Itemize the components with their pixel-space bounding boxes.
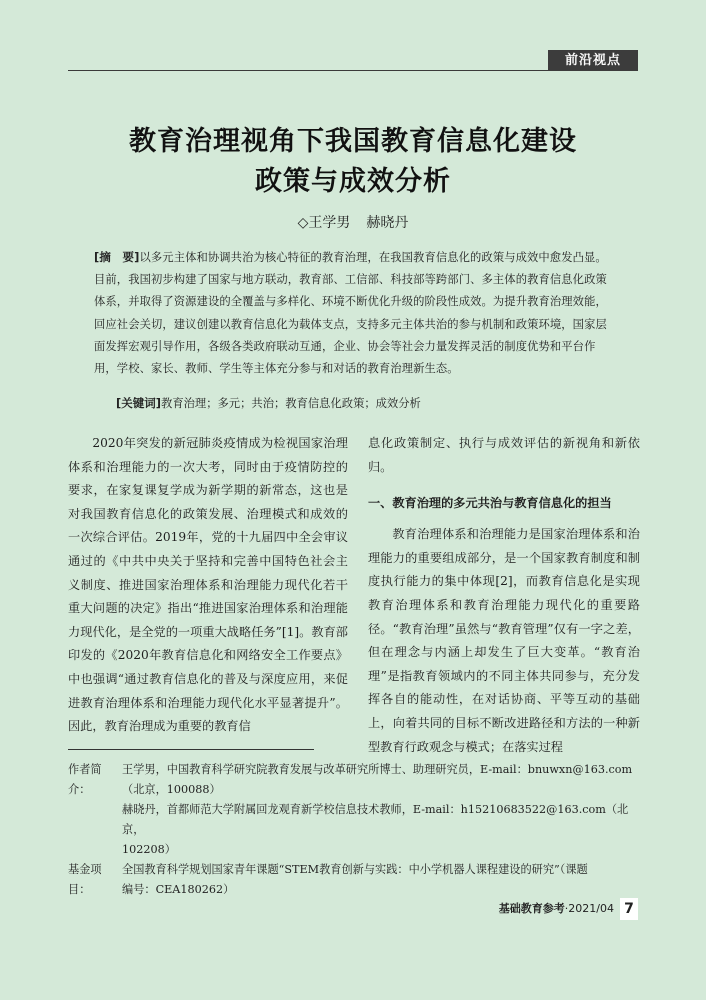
fund-label: 基金项目： xyxy=(68,863,102,896)
author-bio-1: 王学男，中国教育科学研究院教育发展与改革研究所博士、助理研究员，E-mail：bnuwxn@163.com xyxy=(122,763,633,776)
author-bio-1-address: （北京，100088） xyxy=(122,783,221,796)
body-column-left xyxy=(68,432,348,739)
article-title xyxy=(60,122,646,202)
journal-name: 基础教育参考 xyxy=(498,902,565,915)
author-line xyxy=(60,213,646,233)
author-bio-2: 赫晓丹，首都师范大学附属回龙观育新学校信息技术教师，E-mail：h15210683522@163.com（北京， xyxy=(122,803,629,836)
page-number: 7 xyxy=(620,898,638,920)
keywords-text: 教育治理；多元；共治；教育信息化政策；成效分析 xyxy=(161,397,421,410)
section-heading: 一、教育治理的多元共治与教育信息化的担当 xyxy=(368,496,612,511)
author-1: 王学男 xyxy=(308,215,351,231)
footnotes xyxy=(68,760,642,900)
abstract xyxy=(94,246,612,380)
issue-label: ·2021/04 xyxy=(564,902,614,915)
keywords xyxy=(116,393,616,414)
author-bio-note xyxy=(68,760,642,860)
author-prefix: ◇ xyxy=(297,215,309,231)
author-bio-label: 作者简介： xyxy=(68,763,102,796)
title-line-1: 教育治理视角下我国教育信息化建设 xyxy=(129,126,577,157)
abstract-text: 以多元主体和协调共治为核心特征的教育治理，在我国教育信息化的政策与成效中愈发凸显。目前，我国初步构建了国家与地方联动，教育部、工信部、科技部等跨部门、多主体的教育信息化政策体系，并取得了资源建设的全覆盖与多样化、环境不断优化升级的阶段性成效。为提升教育治理效能，回应社会关切，建议创建以教育信息化为载体支点，支持多元主体共治的参与机制和政策环境，国家层面发挥宏观引导作用，各级各类政府联动互通，企业、协会等社会力量发挥灵活的制度优势和平台作用，学校、家长、教师、学生等主体充分参与和对话的教育治理新生态。 xyxy=(94,251,607,376)
abstract-label: [摘 要] xyxy=(94,250,140,264)
keywords-label: [关键词] xyxy=(116,396,162,410)
author-bio-2-address: 102208） xyxy=(122,843,176,856)
body-column-right xyxy=(368,432,640,759)
author-2: 赫晓丹 xyxy=(366,215,409,231)
body-paragraph: 教育治理体系和治理能力是国家治理体系和治理能力的重要组成部分，是一个国家教育制度和制度执行能力的集中体现[2]，而教育信息化是实现教育治理体系和教育治理能力现代化的重要路径。“教育治理”虽然与“教育管理”仅有一字之差，但在理念与内涵上却发生了巨大变革。“教育治理”是指教育领域内的不同主体共同参与，充分发挥各自的能动性，在对话协商、平等互动的基础上，向着共同的目标不断改进路径和方法的一种新型教育行政观念与模式；在落实过程 xyxy=(368,527,640,754)
body-paragraph-continued: 息化政策制定、执行与成效评估的新视角和新依归。 xyxy=(368,436,640,474)
page-footer xyxy=(470,898,638,920)
section-tag: 前沿视点 xyxy=(548,50,638,71)
fund-text-1: 全国教育科学规划国家青年课题“STEM教育创新与实践：中小学机器人课程建设的研究”（课题 xyxy=(122,863,588,876)
footnote-rule xyxy=(68,749,314,750)
title-line-2: 政策与成效分析 xyxy=(255,166,451,197)
body-paragraph: 2020年突发的新冠肺炎疫情成为检视国家治理体系和治理能力的一次大考，同时由于疫情防控的要求，在家复课复学成为新学期的新常态，这也是对我国教育信息化的政策发展、治理模式和成效的一次综合评估。2019年，党的十九届四中全会审议通过的《中共中央关于坚持和完善中国特色社会主义制度、推进国家治理体系和治理能力现代化若干重大问题的决定》指出“推进国家治理体系和治理能力现代化，是全党的一项重大战略任务”[1]。教育部印发的《2020年教育信息化和网络安全工作要点》中也强调“通过教育信息化的普及与深度应用，来促进教育治理体系和治理能力现代化水平显著提升”。因此，教育治理成为重要的教育信 xyxy=(68,436,348,734)
fund-text-2: 编号：CEA180262） xyxy=(122,883,235,896)
fund-note xyxy=(68,860,642,900)
